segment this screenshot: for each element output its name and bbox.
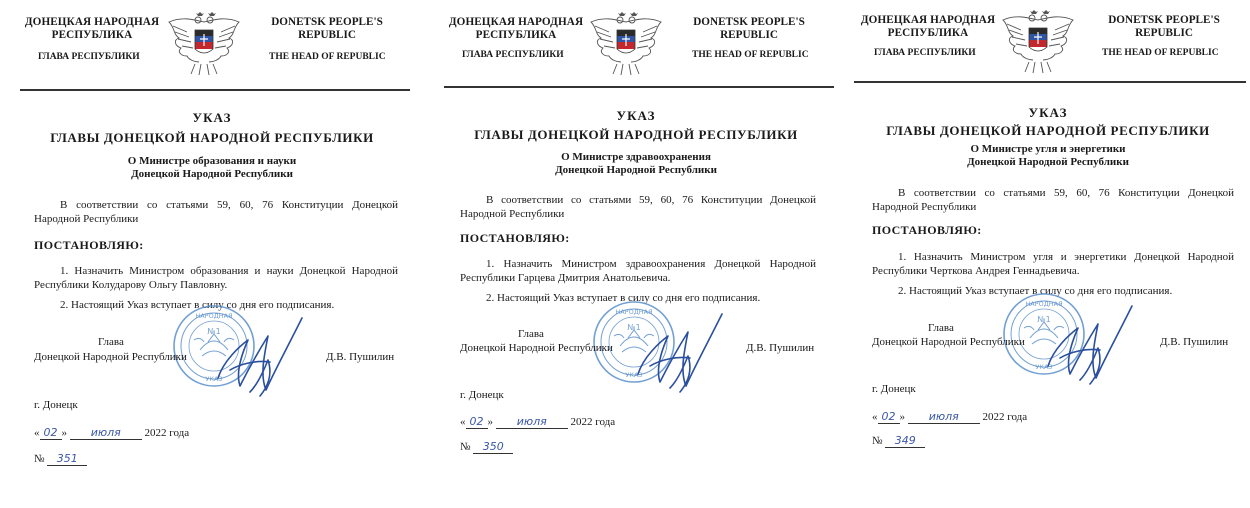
number-value: 351 <box>47 452 87 466</box>
signatory-name: Д.В. Пушилин <box>1160 336 1229 348</box>
item-2: 2. Настоящий Указ вступает в силу со дня его подписания. <box>60 299 335 311</box>
decree-issuer: ГЛАВЫ ДОНЕЦКОЙ НАРОДНОЙ РЕСПУБЛИКИ <box>50 130 374 145</box>
signatory-name: Д.В. Пушилин <box>326 351 395 363</box>
decree-number <box>872 434 925 448</box>
header-divider <box>854 81 1246 83</box>
signature-glava: Глава <box>98 336 124 348</box>
svg-text:УКАЗ: УКАЗ <box>205 375 223 383</box>
head-title-en: THE HEAD OF REPUBLIC <box>1102 48 1219 58</box>
decree-subject-line2: Донецкой Народной Республики <box>967 156 1129 168</box>
date-month: июля <box>496 415 568 429</box>
city: г. Донецк <box>872 383 916 395</box>
svg-text:УКАЗ: УКАЗ <box>625 371 643 379</box>
city: г. Донецк <box>460 389 504 401</box>
item-1 <box>460 257 816 285</box>
signature-glava: Глава <box>928 322 954 334</box>
org-name-en: DONETSK PEOPLE'S REPUBLIC <box>693 16 805 41</box>
preamble-text: В соответствии со статьями 59, 60, 76 Конституции Донецкой Народной Республики <box>460 194 816 220</box>
coat-of-arms-icon <box>587 12 665 78</box>
date-month: июля <box>70 426 142 440</box>
decree-word: ПОСТАНОВЛЯЮ: <box>460 231 570 245</box>
decree-subject-line1: О Министре угля и энергетики <box>970 143 1126 155</box>
svg-text:НАРОДНАЯ: НАРОДНАЯ <box>615 308 653 316</box>
date-day: 02 <box>40 426 62 440</box>
signature-icon <box>210 300 320 410</box>
signature-glava: Глава <box>518 328 544 340</box>
svg-text:НАРОДНАЯ: НАРОДНАЯ <box>195 312 233 320</box>
decree-date: « 02 » июля 2022 года <box>872 410 1028 423</box>
svg-text:УКАЗ: УКАЗ <box>1035 363 1053 371</box>
number-value: 349 <box>885 434 925 448</box>
svg-text:№1: №1 <box>207 327 221 336</box>
head-title-en: THE HEAD OF REPUBLIC <box>692 50 809 60</box>
preamble <box>460 193 816 221</box>
number-prefix: № <box>460 441 471 453</box>
signature-republic: Донецкой Народной Республики <box>34 351 187 363</box>
org-name-ru: ДОНЕЦКАЯ НАРОДНАЯ РЕСПУБЛИКА <box>24 16 160 41</box>
decree-subject-line1: О Министре здравоохранения <box>561 151 711 163</box>
preamble-text: В соответствии со статьями 59, 60, 76 Конституции Донецкой Народной Республики <box>34 199 398 225</box>
svg-text:НАРОДНАЯ: НАРОДНАЯ <box>1025 300 1063 308</box>
decree-issuer: ГЛАВЫ ДОНЕЦКОЙ НАРОДНОЙ РЕСПУБЛИКИ <box>886 123 1210 138</box>
head-title-ru: ГЛАВА РЕСПУБЛИКИ <box>874 48 976 58</box>
head-title-en: THE HEAD OF REPUBLIC <box>269 52 386 62</box>
coat-of-arms-icon <box>999 10 1077 76</box>
decree-subject-line2: Донецкой Народной Республики <box>131 168 293 180</box>
item-1-text: 1. Назначить Министром образования и науки Донецкой Народной Республики Колударову Ольгу Павловну. <box>34 265 398 291</box>
decree-issuer: ГЛАВЫ ДОНЕЦКОЙ НАРОДНОЙ РЕСПУБЛИКИ <box>474 127 798 142</box>
head-title-ru: ГЛАВА РЕСПУБЛИКИ <box>38 52 140 62</box>
signature-icon <box>630 296 740 406</box>
preamble <box>34 198 398 226</box>
svg-text:№1: №1 <box>1037 315 1051 324</box>
date-day: 02 <box>878 410 900 424</box>
decree-title: УКАЗ <box>616 108 656 123</box>
signatory-name: Д.В. Пушилин <box>746 342 815 354</box>
decree-page-education <box>22 0 422 508</box>
signature-icon <box>1040 288 1150 398</box>
decree-subject-line1: О Министре образования и науки <box>127 155 297 167</box>
header-divider <box>20 89 410 91</box>
org-name-ru: ДОНЕЦКАЯ НАРОДНАЯ РЕСПУБЛИКА <box>448 16 584 41</box>
item-2: 2. Настоящий Указ вступает в силу со дня его подписания. <box>486 292 761 304</box>
item-1-text: 1. Назначить Министром здравоохранения Донецкой Народной Республики Гарцева Дмитрия Анатольевича. <box>460 258 816 284</box>
decree-number <box>460 440 513 454</box>
number-prefix: № <box>34 453 45 465</box>
org-name-en: DONETSK PEOPLE'S REPUBLIC <box>271 16 383 41</box>
head-title-ru: ГЛАВА РЕСПУБЛИКИ <box>462 50 564 60</box>
preamble <box>872 186 1234 214</box>
number-value: 350 <box>473 440 513 454</box>
signature-republic: Донецкой Народной Республики <box>872 336 1025 348</box>
decree-date: « 02 » июля 2022 года <box>34 426 190 439</box>
decree-date: « 02 » июля 2022 года <box>460 415 616 428</box>
decree-subject-line2: Донецкой Народной Республики <box>555 164 717 176</box>
number-prefix: № <box>872 435 883 447</box>
decree-word: ПОСТАНОВЛЯЮ: <box>34 238 144 252</box>
decree-title: УКАЗ <box>192 110 232 125</box>
org-name-ru: ДОНЕЦКАЯ НАРОДНАЯ РЕСПУБЛИКА <box>860 14 996 39</box>
decree-page-health <box>446 0 846 508</box>
signature-republic: Донецкой Народной Республики <box>460 342 613 354</box>
header-divider <box>444 86 834 88</box>
date-year: 2022 года <box>144 427 190 439</box>
date-day: 02 <box>466 415 488 429</box>
date-year: 2022 года <box>570 416 616 428</box>
date-year: 2022 года <box>982 411 1028 423</box>
decree-number <box>34 452 87 466</box>
org-name-en: DONETSK PEOPLE'S REPUBLIC <box>1108 14 1220 39</box>
preamble-text: В соответствии со статьями 59, 60, 76 Конституции Донецкой Народной Республики <box>872 187 1234 213</box>
item-2: 2. Настоящий Указ вступает в силу со дня его подписания. <box>898 285 1173 297</box>
item-1 <box>872 250 1234 278</box>
svg-text:№1: №1 <box>627 323 641 332</box>
decree-title: УКАЗ <box>1028 105 1068 120</box>
item-1 <box>34 264 398 292</box>
decree-word: ПОСТАНОВЛЯЮ: <box>872 223 982 237</box>
coat-of-arms-icon <box>165 12 243 78</box>
item-1-text: 1. Назначить Министром угля и энергетики Донецкой Народной Республики Черткова Андрея Геннадьевича. <box>872 251 1234 277</box>
decree-page-energy <box>858 0 1250 508</box>
date-month: июля <box>908 410 980 424</box>
city: г. Донецк <box>34 399 78 411</box>
